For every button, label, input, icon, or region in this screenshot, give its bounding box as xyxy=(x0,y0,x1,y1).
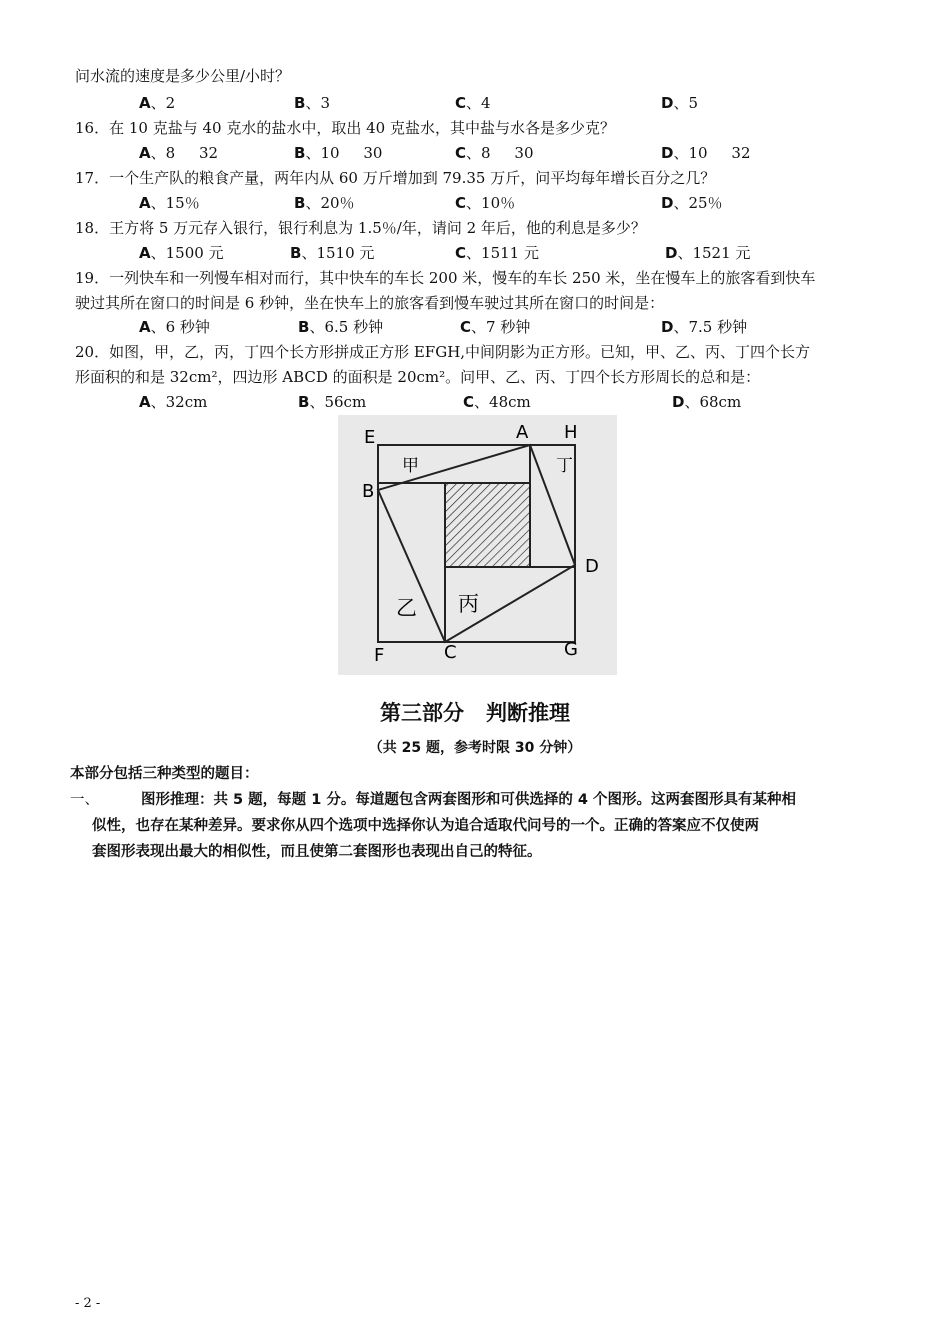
question-19-line-2: 驶过其所在窗口的时间是 6 秒钟，坐在快车上的旅客看到慢车驶过其所在窗口的时间是： xyxy=(75,294,665,312)
option-d: D、10 32 xyxy=(661,144,751,162)
label-jia: 甲 xyxy=(402,456,419,476)
options-q18 xyxy=(0,243,950,263)
option-b: B、56cm xyxy=(298,393,367,411)
label-ding: 丁 xyxy=(556,456,573,476)
option-b: B、3 xyxy=(294,94,330,112)
question-18: 18．王方将 5 万元存入银行，银行利息为 1.5％/年，请问 2 年后，他的利息是多少？ xyxy=(75,219,646,237)
question-20-line-2: 形面积的和是 32cm²，四边形 ABCD 的面积是 20cm²。问甲、乙、丙、丁四个长方形周长的总和是： xyxy=(75,368,761,386)
options-q17 xyxy=(0,193,950,213)
label-d: D xyxy=(585,556,599,577)
option-c: C、1511 元 xyxy=(455,244,539,262)
label-bing: 丙 xyxy=(458,592,479,616)
option-c: C、48cm xyxy=(463,393,531,411)
page-number: - 2 - xyxy=(75,1296,101,1311)
option-b: B、10 30 xyxy=(294,144,383,162)
option-b: B、20％ xyxy=(294,194,355,212)
option-d: D、68cm xyxy=(672,393,742,411)
label-a: A xyxy=(516,422,529,443)
label-g: G xyxy=(564,639,578,660)
label-c: C xyxy=(444,642,457,663)
option-d: D、1521 元 xyxy=(665,244,751,262)
figure-drawing xyxy=(338,415,617,675)
question-15-tail: 问水流的速度是多少公里/小时？ xyxy=(75,67,291,85)
label-h: H xyxy=(564,422,578,443)
item-number: 一、 xyxy=(70,792,99,808)
section-title: 第三部分 判断推理 xyxy=(380,701,570,725)
option-b: B、1510 元 xyxy=(290,244,375,262)
option-c: C、8 30 xyxy=(455,144,534,162)
option-a: A、6 秒钟 xyxy=(139,318,210,336)
label-e: E xyxy=(364,427,376,448)
question-19-line-1: 19．一列快车和一列慢车相对而行，其中快车的车长 200 米，慢车的车长 250 米，坐在慢车上的旅客看到快车 xyxy=(75,269,816,287)
option-a: A、8 32 xyxy=(139,144,219,162)
item-text-line-1: 图形推理：共 5 题，每题 1 分。每道题包含两套图形和可供选择的 4 个图形。这两套图形具有某种相 xyxy=(141,792,797,808)
option-a: A、1500 元 xyxy=(139,244,224,262)
options-q16 xyxy=(0,143,950,163)
option-d: D、5 xyxy=(661,94,699,112)
options-q20 xyxy=(0,392,950,412)
option-a: A、2 xyxy=(139,94,176,112)
question-17: 17．一个生产队的粮食产量，两年内从 60 万斤增加到 79.35 万斤，问平均每年增长百分之几？ xyxy=(75,169,716,187)
label-f: F xyxy=(374,645,385,666)
question-16: 16．在 10 克盐与 40 克水的盐水中，取出 40 克盐水，其中盐与水各是多少克？ xyxy=(75,119,615,137)
option-c: C、10％ xyxy=(455,194,516,212)
option-c: C、4 xyxy=(455,94,491,112)
option-d: D、7.5 秒钟 xyxy=(661,318,748,336)
label-b: B xyxy=(362,481,375,502)
label-yi: 乙 xyxy=(396,596,417,620)
option-d: D、25％ xyxy=(661,194,723,212)
option-a: A、15％ xyxy=(139,194,200,212)
option-a: A、32cm xyxy=(139,393,208,411)
geometry-figure xyxy=(338,415,617,675)
section-subtitle: （共 25 题，参考时限 30 分钟） xyxy=(368,740,582,756)
question-20-line-1: 20．如图，甲，乙，丙，丁四个长方形拼成正方形 EFGH,中间阴影为正方形。已知，甲、乙、丙、丁四个长方 xyxy=(75,343,811,361)
item-text-line-3: 套图形表现出最大的相似性，而且使第二套图形也表现出自己的特征。 xyxy=(92,844,542,860)
option-b: B、6.5 秒钟 xyxy=(298,318,384,336)
options-q15 xyxy=(0,93,950,113)
option-c: C、7 秒钟 xyxy=(460,318,531,336)
shaded-square xyxy=(445,483,530,567)
section-intro: 本部分包括三种类型的题目： xyxy=(70,766,259,782)
options-q19 xyxy=(0,317,950,337)
item-text-line-2: 似性，也存在某种差异。要求你从四个选项中选择你认为追合适取代问号的一个。正确的答案应不仅使两 xyxy=(92,818,759,834)
